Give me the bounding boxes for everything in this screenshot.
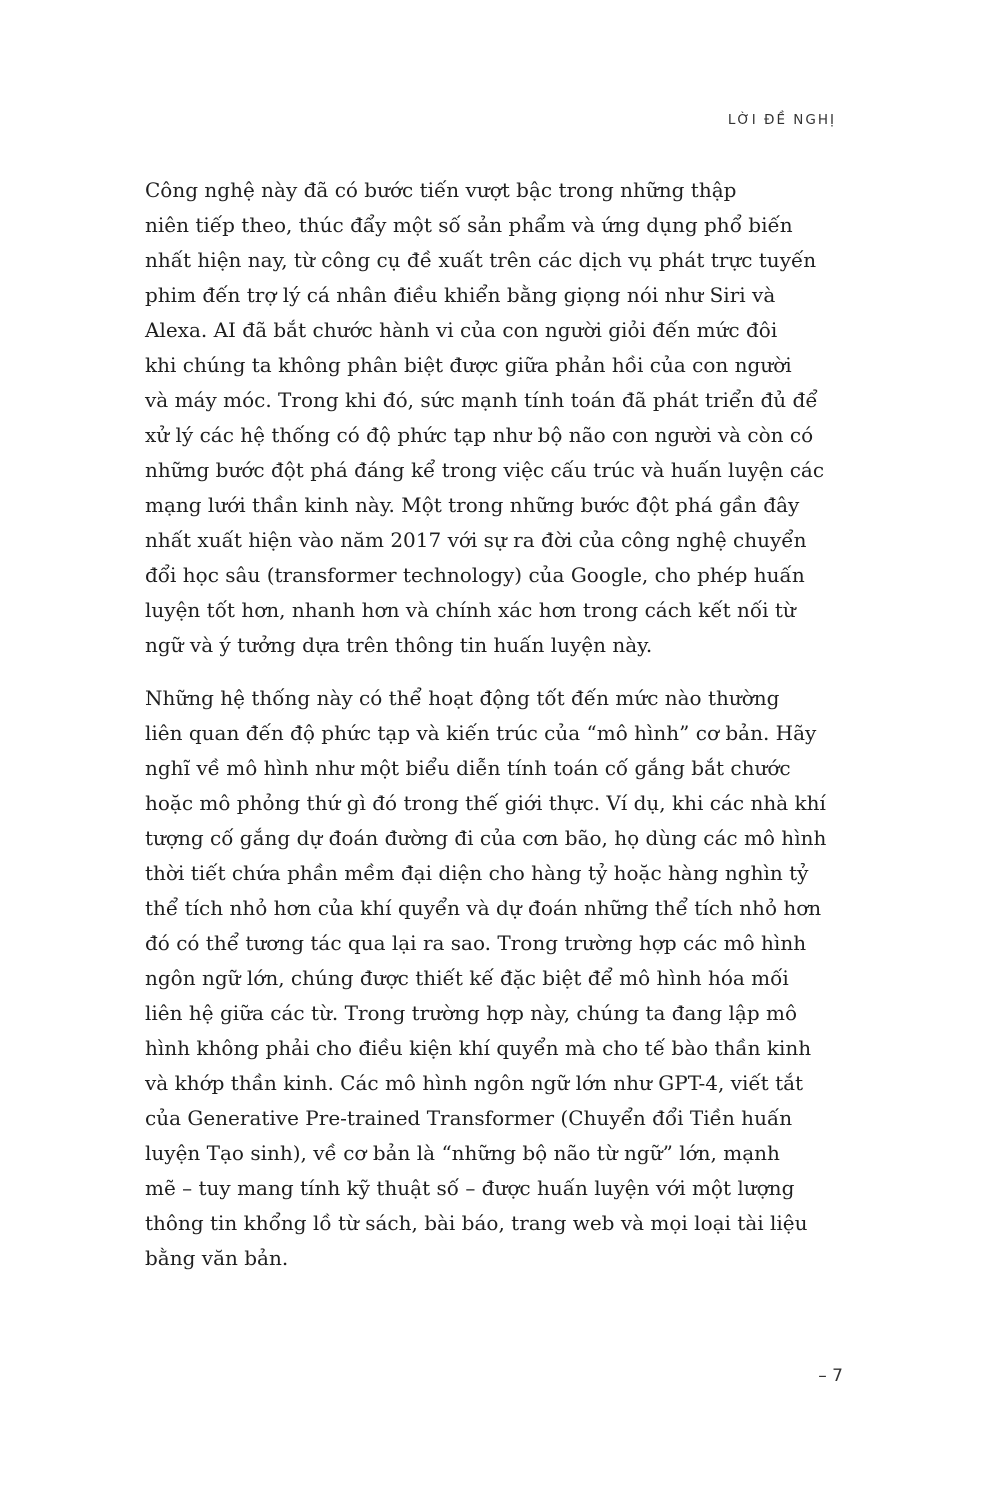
body-paragraph-2: Những hệ thống này có thể hoạt động tốt đến mức nào thường liên quan đến độ phức tạp và kiến trúc của “mô hình” cơ bản. Hãy nghĩ về mô hình như một biểu diễn tính toán cố gắng bắt chước hoặc mô phỏng thứ gì đó trong thế giới thực. Ví dụ, khi các nhà khí tượng cố gắng dự đoán đường đi của cơn bão, họ dùng các mô hình thời tiết chứa phần mềm đại diện cho hàng tỷ hoặc hàng nghìn tỷ thể tích nhỏ hơn của khí quyển và dự đoán những thể tích nhỏ hơn đó có thể tương tác qua lại ra sao. Trong trường hợp các mô hình ngôn ngữ lớn, chúng được thiết kế đặc biệt để mô hình hóa mối liên hệ giữa các từ. Trong trường hợp này, chúng ta đang lập mô hình không phải cho điều kiện khí quyển mà cho tế bào thần kinh và khớp thần kinh. Các mô hình ngôn ngữ lớn như GPT-4, viết tắt của Generative Pre-trained Transformer (Chuyển đổi Tiền huấn luyện Tạo sinh), về cơ bản là “những bộ não từ ngữ” lớn, mạnh mẽ – tuy mang tính kỹ thuật số – được huấn luyện với một lượng thông tin khổng lồ từ sách, bài báo, trang web và mọi loại tài liệu bằng văn bản. [145, 686, 827, 1270]
running-header: LỜI ĐỀ NGHỊ [727, 112, 836, 128]
page-number: – 7 [818, 1366, 843, 1386]
body-paragraph-1: Công nghệ này đã có bước tiến vượt bậc trong những thập niên tiếp theo, thúc đẩy một số sản phẩm và ứng dụng phổ biến nhất hiện nay, từ công cụ đề xuất trên các dịch vụ phát trực tuyến phim đến trợ lý cá nhân điều khiển bằng giọng nói như Siri và Alexa. AI đã bắt chước hành vi của con người giỏi đến mức đôi khi chúng ta không phân biệt được giữa phản hồi của con người và máy móc. Trong khi đó, sức mạnh tính toán đã phát triển đủ để xử lý các hệ thống có độ phức tạp như bộ não con người và còn có những bước đột phá đáng kể trong việc cấu trúc và huấn luyện các mạng lưới thần kinh này. Một trong những bước đột phá gần đây nhất xuất hiện vào năm 2017 với sự ra đời của công nghệ chuyển đổi học sâu (transformer technology) của Google, cho phép huấn luyện tốt hơn, nhanh hơn và chính xác hơn trong cách kết nối từ ngữ và ý tưởng dựa trên thông tin huấn luyện này. [145, 178, 825, 657]
page-body [145, 173, 843, 1276]
